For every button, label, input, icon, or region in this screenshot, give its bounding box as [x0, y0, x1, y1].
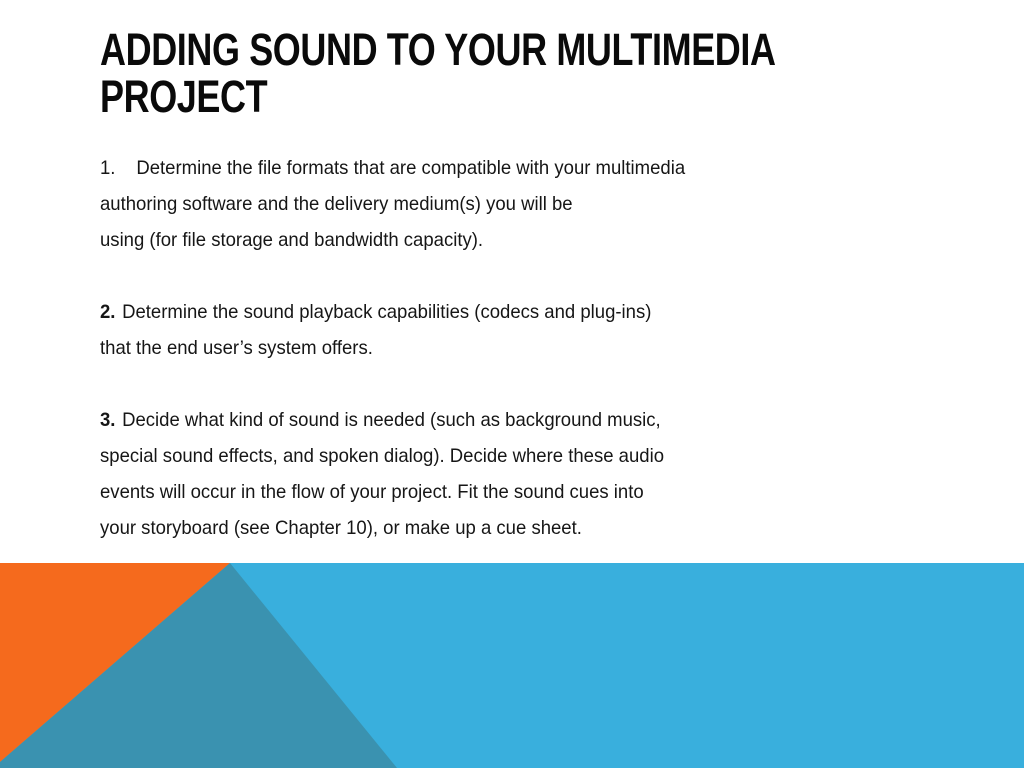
- list-item-2-line-1: Determine the sound playback capabilities (codecs and plug-ins): [122, 301, 652, 324]
- slide-title-line-2: PROJECT: [100, 71, 268, 122]
- list-item-2: [100, 294, 974, 366]
- list-item-3-line-1: Decide what kind of sound is needed (such as background music,: [122, 409, 661, 432]
- slide-title-line-1: ADDING SOUND TO YOUR MULTIMEDIA: [100, 24, 776, 75]
- list-number-3: 3.: [100, 409, 116, 432]
- list-item-1-line-1: Determine the file formats that are compatible with your multimedia: [136, 157, 686, 180]
- list-item-3: [100, 402, 974, 546]
- slide-content: [100, 0, 1020, 546]
- list-item-1-line-2: authoring software and the delivery medium(s) you will be: [100, 193, 573, 216]
- slide-title: [100, 26, 836, 120]
- list-number-2: 2.: [100, 301, 116, 324]
- slide-body: [100, 150, 974, 546]
- list-item-2-line-2: that the end user’s system offers.: [100, 337, 373, 360]
- list-item-3-line-2: special sound effects, and spoken dialog). Decide where these audio: [100, 445, 665, 468]
- list-item-1: [100, 150, 974, 258]
- list-item-3-line-4: your storyboard (see Chapter 10), or make up a cue sheet.: [100, 517, 582, 540]
- bottom-decoration: [0, 563, 1024, 768]
- list-item-3-line-3: events will occur in the flow of your project. Fit the sound cues into: [100, 481, 644, 504]
- list-number-1: 1.: [100, 157, 116, 180]
- list-item-1-line-3: using (for file storage and bandwidth capacity).: [100, 229, 484, 252]
